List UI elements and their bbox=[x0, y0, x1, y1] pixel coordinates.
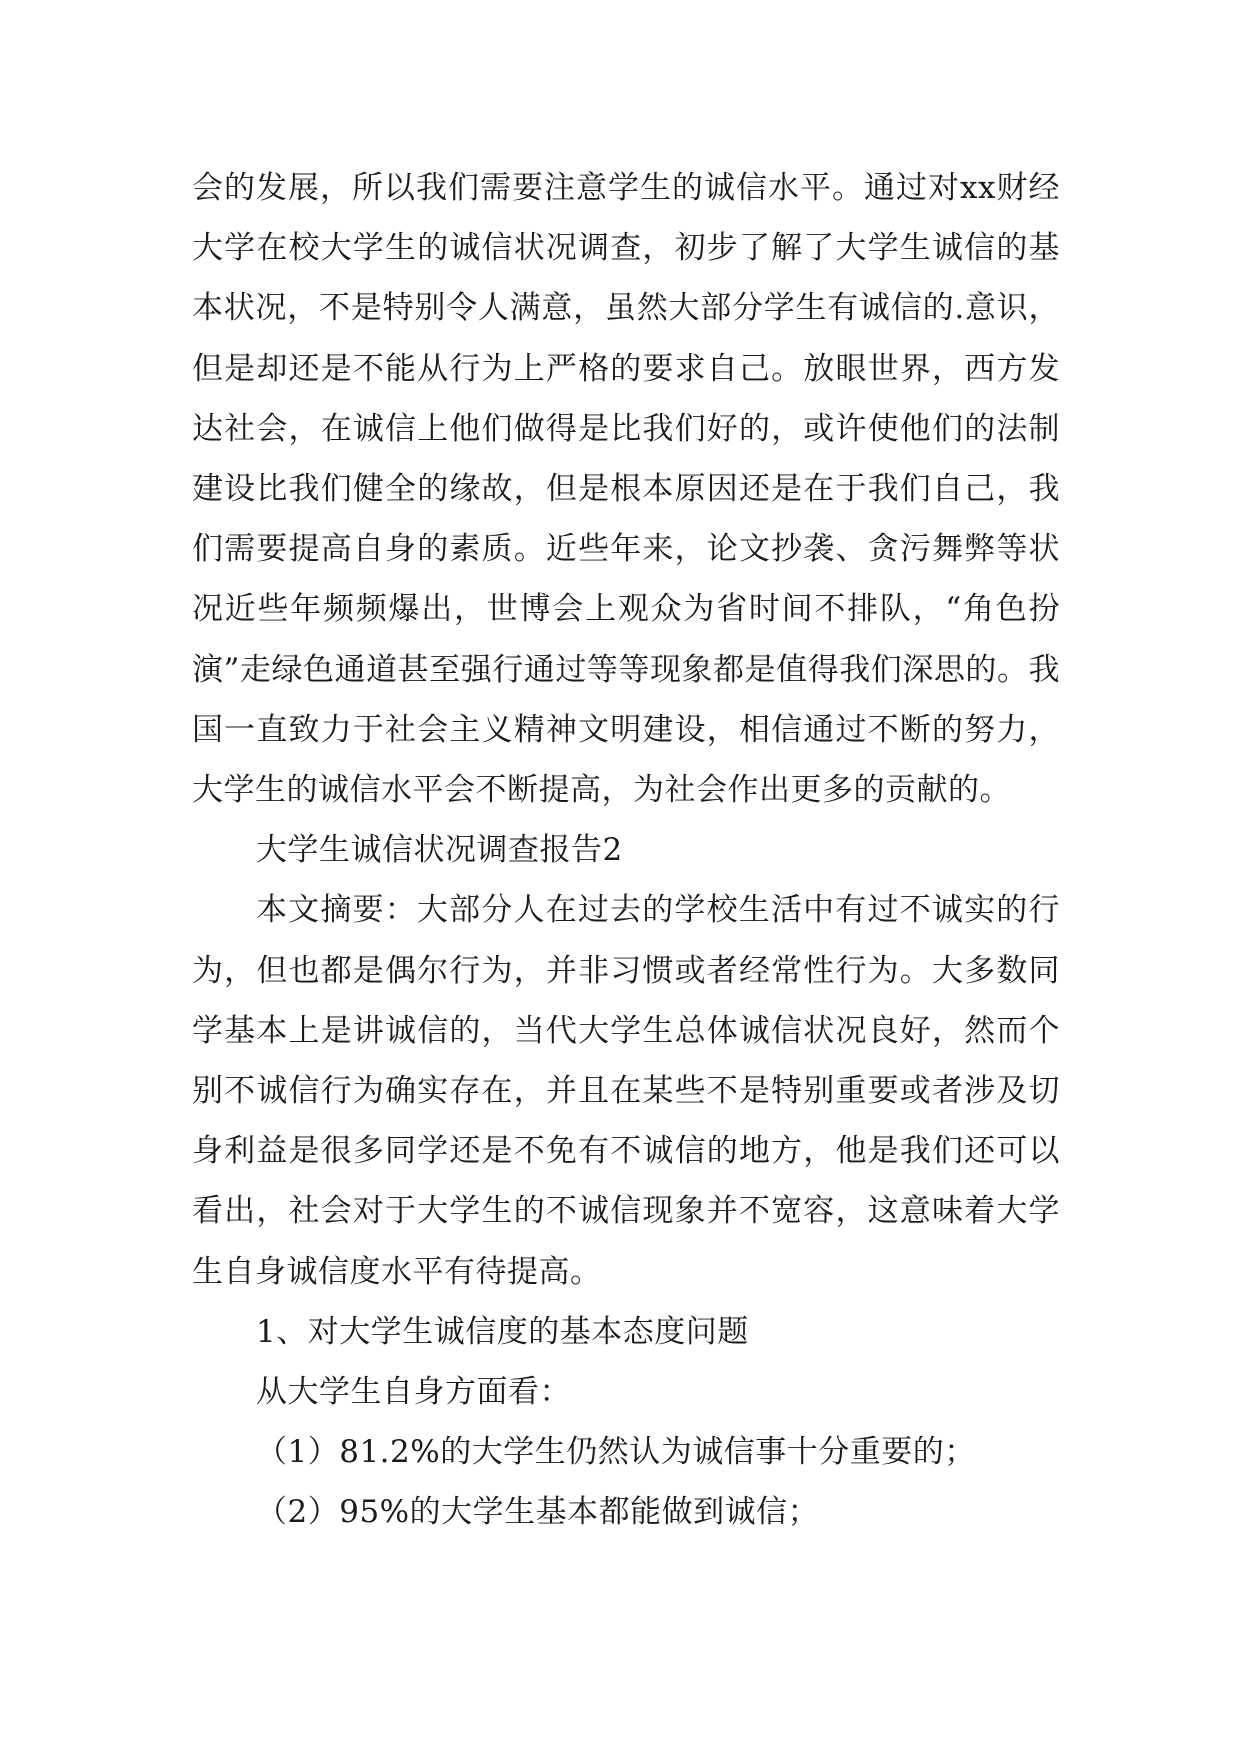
list-item: （1）81.2%的大学生仍然认为诚信事十分重要的； bbox=[256, 1434, 976, 1471]
abstract-paragraph: 本文摘要：大部分人在过去的学校生活中有过不诚实的行为，但也都是偶尔行为，并非习惯或者经常性行为。大多数同学基本上是讲诚信的，当代大学生总体诚信状况良好，然而个别不诚信行为确实存在，并且在某些不是特别重要或者涉及切身利益是很多同学还是不免有不诚信的地方，他是我们还可以看出，社会对于大学生的不诚信现象并不宽容，这意味着大学生自身诚信度水平有待提高。 bbox=[192, 892, 1060, 1290]
body-paragraph: 从大学生自身方面看： bbox=[256, 1374, 571, 1411]
list-item: （2）95%的大学生基本都能做到诚信； bbox=[256, 1494, 820, 1531]
section-heading: 大学生诚信状况调查报告2 bbox=[256, 832, 623, 869]
body-paragraph: 会的发展，所以我们需要注意学生的诚信水平。通过对xx财经大学在校大学生的诚信状况调查，初步了解了大学生诚信的基本状况，不是特别令人满意，虽然大部分学生有诚信的.意识，但是却还是不能从行为上严格的要求自己。放眼世界，西方发达社会，在诚信上他们做得是比我们好的，或许使他们的法制建设比我们健全的缘故，但是根本原因还是在于我们自己，我们需要提高自身的素质。近些年来，论文抄袭、贪污舞弊等状况近些年频频爆出，世博会上观众为省时间不排队，“角色扮演”走绿色通道甚至强行通过等等现象都是值得我们深思的。我国一直致力于社会主义精神文明建设，相信通过不断的努力，大学生的诚信水平会不断提高，为社会作出更多的贡献的。 bbox=[192, 170, 1060, 809]
document-body bbox=[192, 158, 1060, 1543]
subsection-heading: 1、对大学生诚信度的基本态度问题 bbox=[256, 1313, 749, 1350]
